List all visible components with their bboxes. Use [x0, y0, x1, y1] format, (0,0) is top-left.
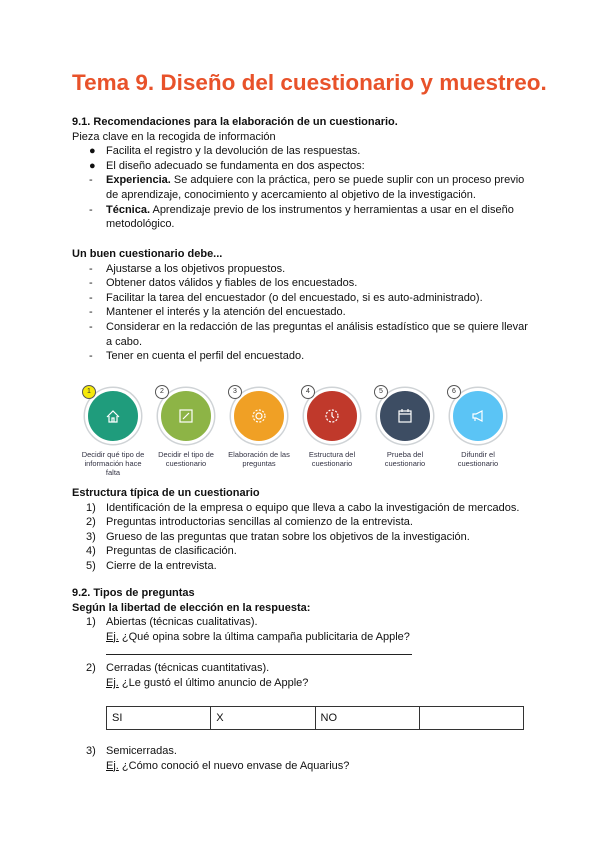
item-term: Técnica. — [106, 203, 151, 216]
example-label: Ej. — [106, 676, 119, 689]
dash-icon: - — [89, 306, 93, 319]
item-number: 1) — [86, 501, 96, 514]
item-text: Preguntas de clasificación. — [106, 545, 237, 558]
dash-icon: - — [89, 320, 93, 333]
answer-table — [106, 706, 524, 730]
example-label: Ej. — [106, 630, 119, 643]
step-label: Decidir qué tipo de información hace falta — [81, 450, 145, 477]
list-item — [72, 615, 532, 630]
list-item — [72, 744, 532, 759]
item-text: Abiertas (técnicas cualitativas). — [106, 616, 258, 629]
item-number: 2) — [86, 662, 96, 675]
section-estructura — [72, 486, 532, 574]
section-heading: 9.1. Recomendaciones para la elaboración de un cuestionario. — [72, 116, 398, 128]
item-text: El diseño adecuado se fundamenta en dos aspectos: — [106, 159, 365, 172]
example — [72, 759, 532, 774]
section-heading: 9.2. Tipos de preguntas — [72, 587, 195, 599]
list-item — [72, 144, 532, 159]
step-number: 6 — [447, 385, 461, 399]
section-9-2 — [72, 586, 532, 691]
item-text: Semicerradas. — [106, 745, 177, 757]
process-step — [224, 388, 294, 468]
list-item — [72, 320, 532, 349]
item-term: Experiencia. — [106, 174, 171, 187]
step-number: 1 — [82, 385, 96, 399]
dash-icon: - — [89, 350, 93, 363]
item-number: 5) — [86, 559, 96, 572]
step-label: Estructura del cuestionario — [308, 450, 356, 468]
process-step — [297, 388, 367, 468]
list-item — [72, 501, 532, 516]
list-item — [72, 291, 532, 306]
clock-icon — [322, 406, 342, 426]
item-text: Ajustarse a los objetivos propuestos. — [106, 262, 286, 275]
dash-icon: - — [89, 174, 93, 187]
lifebuoy-icon — [249, 406, 269, 426]
example-label: Ej. — [106, 759, 119, 772]
example — [72, 676, 532, 691]
step-label: Decidir el tipo de cuestionario — [158, 450, 214, 468]
step-number: 3 — [228, 385, 242, 399]
table-cell: NO — [315, 707, 419, 730]
table-cell: SI — [107, 707, 211, 730]
step-circle — [231, 388, 287, 444]
item-text: Cierre de la entrevista. — [106, 559, 217, 572]
subheading: Según la libertad de elección en la respuesta: — [72, 601, 311, 614]
dash-icon: - — [89, 262, 93, 275]
process-step — [78, 388, 148, 477]
list-item — [72, 173, 532, 202]
table-cell — [419, 707, 523, 730]
list-item — [72, 544, 532, 559]
list-item — [72, 559, 532, 574]
answer-line[interactable] — [106, 644, 412, 655]
item-text: Facilitar la tarea del encuestador (o del encuestado, si es auto-administrado). — [106, 291, 483, 304]
table-row — [107, 707, 524, 730]
process-step — [151, 388, 221, 468]
list-item — [72, 661, 532, 676]
home-icon — [103, 406, 123, 426]
section-heading: Estructura típica de un cuestionario — [72, 487, 260, 499]
dash-icon: - — [89, 203, 93, 216]
step-circle — [377, 388, 433, 444]
section-heading: Un buen cuestionario debe... — [72, 248, 223, 260]
list-item — [72, 530, 532, 545]
example-text: ¿Qué opina sobre la última campaña publicitaria de Apple? — [118, 630, 410, 643]
item-number: 2) — [86, 516, 96, 529]
process-step — [443, 388, 513, 468]
step-label: Prueba del cuestionario — [384, 450, 426, 468]
step-label: Elaboración de las preguntas — [228, 450, 290, 468]
step-circle — [304, 388, 360, 444]
step-circle — [85, 388, 141, 444]
item-text: Obtener datos válidos y fiables de los encuestados. — [106, 277, 358, 290]
item-number: 4) — [86, 545, 96, 558]
item-text: Aprendizaje previo de los instrumentos y herramientas a usar en el diseño metodológico. — [106, 203, 514, 231]
section-buen-cuestionario — [72, 247, 532, 364]
list-item — [72, 159, 532, 174]
list-item — [72, 262, 532, 277]
page-title: Tema 9. Diseño del cuestionario y muestreo. — [72, 70, 547, 95]
table-cell: X — [211, 707, 315, 730]
example-text: ¿Le gustó el último anuncio de Apple? — [118, 676, 309, 689]
item-text: Identificación de la empresa o equipo que lleva a cabo la investigación de mercados. — [106, 501, 520, 514]
calendar-icon — [395, 406, 415, 426]
item-text: Considerar en la redacción de las preguntas el análisis estadístico que se quiere llevar a cabo. — [106, 320, 528, 348]
item-number: 3) — [86, 530, 96, 543]
example — [72, 630, 532, 645]
item-number: 3) — [86, 745, 96, 757]
item-text: Grueso de las preguntas que tratan sobre los objetivos de la investigación. — [106, 530, 470, 543]
item-text: Preguntas introductorias sencillas al comienzo de la entrevista. — [106, 516, 413, 529]
process-step — [370, 388, 440, 468]
step-circle — [450, 388, 506, 444]
step-number: 2 — [155, 385, 169, 399]
item-text: Mantener el interés y la atención del encuestado. — [106, 306, 346, 319]
list-item — [72, 349, 532, 364]
step-number: 5 — [374, 385, 388, 399]
list-item — [72, 305, 532, 320]
item-text: Facilita el registro y la devolución de las respuestas. — [106, 145, 361, 158]
list-item — [72, 203, 532, 232]
item-text: Cerradas (técnicas cuantitativas). — [106, 662, 270, 675]
intro-text: Pieza clave en la recogida de información — [72, 130, 276, 143]
bullet-icon: ● — [89, 145, 96, 158]
step-circle — [158, 388, 214, 444]
bullet-icon: ● — [89, 159, 96, 172]
list-item — [72, 276, 532, 291]
megaphone-icon — [468, 406, 488, 426]
dash-icon: - — [89, 291, 93, 304]
dash-icon: - — [89, 277, 93, 290]
step-label: Difundir el cuestionario — [457, 450, 499, 468]
section-9-2-cont — [72, 744, 532, 773]
process-steps — [78, 388, 518, 477]
step-number: 4 — [301, 385, 315, 399]
example-text: ¿Cómo conoció el nuevo envase de Aquarius? — [118, 759, 350, 772]
item-number: 1) — [86, 616, 96, 629]
item-text: Tener en cuenta el perfil del encuestado. — [106, 350, 305, 363]
list-item — [72, 515, 532, 530]
item-text: Se adquiere con la práctica, pero se puede suplir con un proceso previo de aprendizaje, conocimiento y acercamiento al objetivo de la investigación. — [106, 174, 525, 201]
edit-icon — [176, 406, 196, 426]
section-9-1 — [72, 115, 532, 232]
